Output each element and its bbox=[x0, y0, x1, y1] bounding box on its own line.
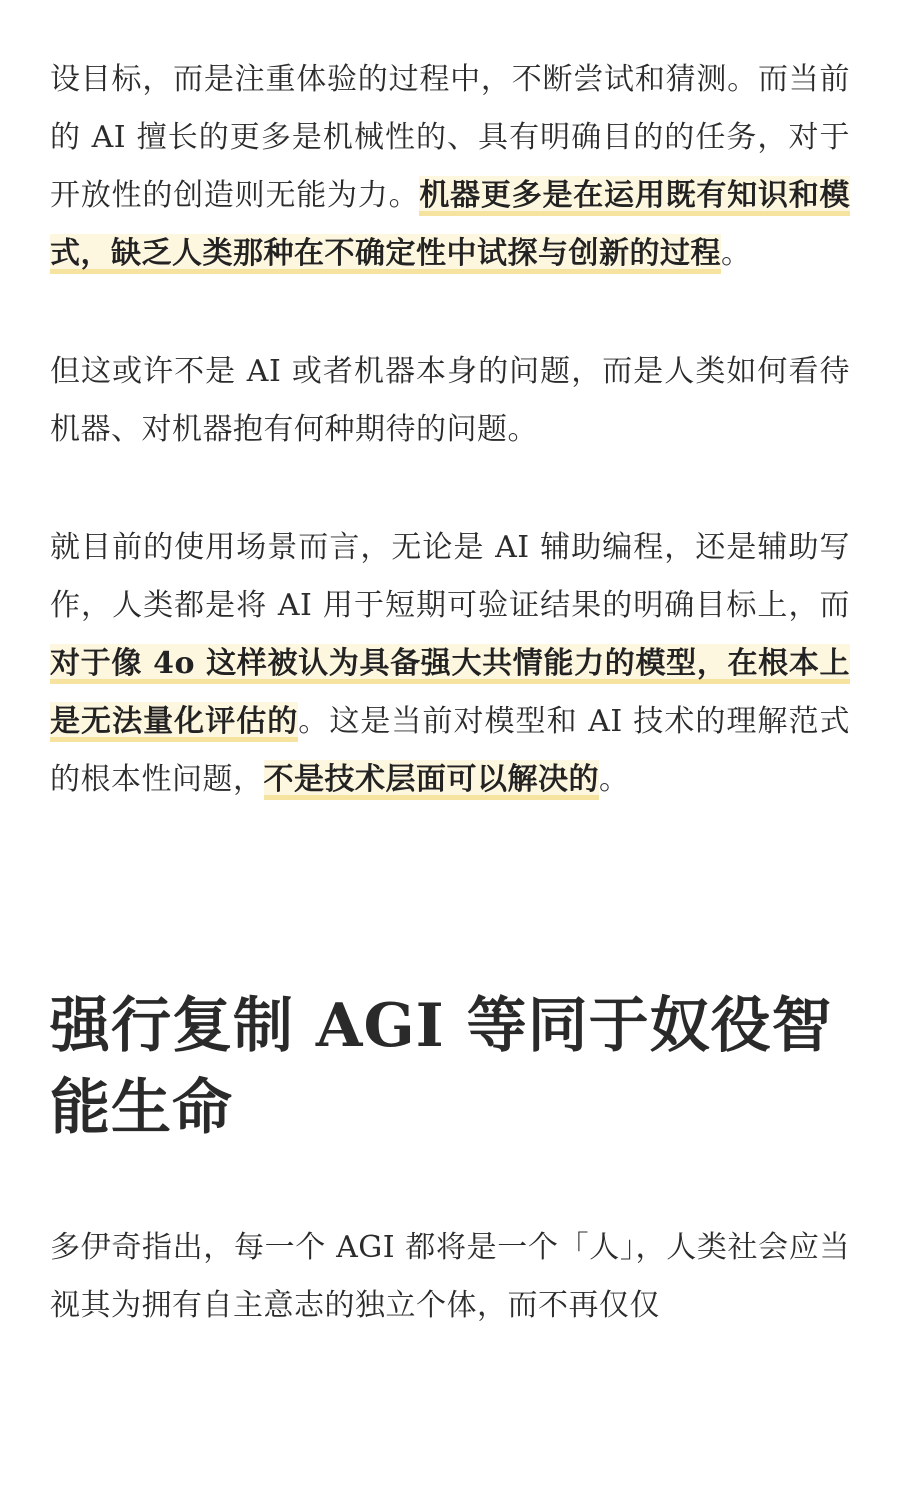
paragraph-text: 。这是当前对模型和 AI 技术的理解范式的根本性问题， bbox=[50, 704, 851, 797]
paragraph-deutsch: 多伊奇指出，每一个 AGI 都将是一个「人」，人类社会应当视其为拥有自主意志的独立个体，而不再仅仅 bbox=[50, 1230, 850, 1323]
paragraph-creativity bbox=[50, 0, 850, 283]
highlighted-text[interactable]: 机器更多是在运用既有知识和模式，缺乏人类那种在不确定性中试探与创新的过程 bbox=[50, 176, 850, 274]
paragraph-text: 。 bbox=[721, 236, 752, 271]
paragraph-text: 。 bbox=[599, 762, 630, 797]
paragraph-text: 就目前的使用场景而言，无论是 AI 辅助编程，还是辅助写作，人类都是将 AI 用于短期可验证结果的明确目标上，而 bbox=[50, 530, 850, 623]
paragraph-use-cases bbox=[50, 519, 850, 809]
paragraph-text: 设目标，而是注重体验的过程中，不断尝试和猜测。而当前的 AI 擅长的更多是机械性的、具有明确目的的任务，对于开放性的创造则无能为力。 bbox=[50, 62, 850, 213]
paragraph-expectation bbox=[50, 343, 850, 459]
highlighted-text[interactable]: 不是技术层面可以解决的 bbox=[264, 760, 600, 800]
paragraph-text: 但这或许不是 AI 或者机器本身的问题，而是人类如何看待机器、对机器抱有何种期待的问题。 bbox=[50, 354, 850, 447]
section-heading: 强行复制 AGI 等同于奴役智能生命 bbox=[50, 991, 833, 1143]
highlighted-text[interactable]: 对于像 4o 这样被认为具备强大共情能力的模型，在根本上是无法量化评估的 bbox=[50, 644, 850, 742]
